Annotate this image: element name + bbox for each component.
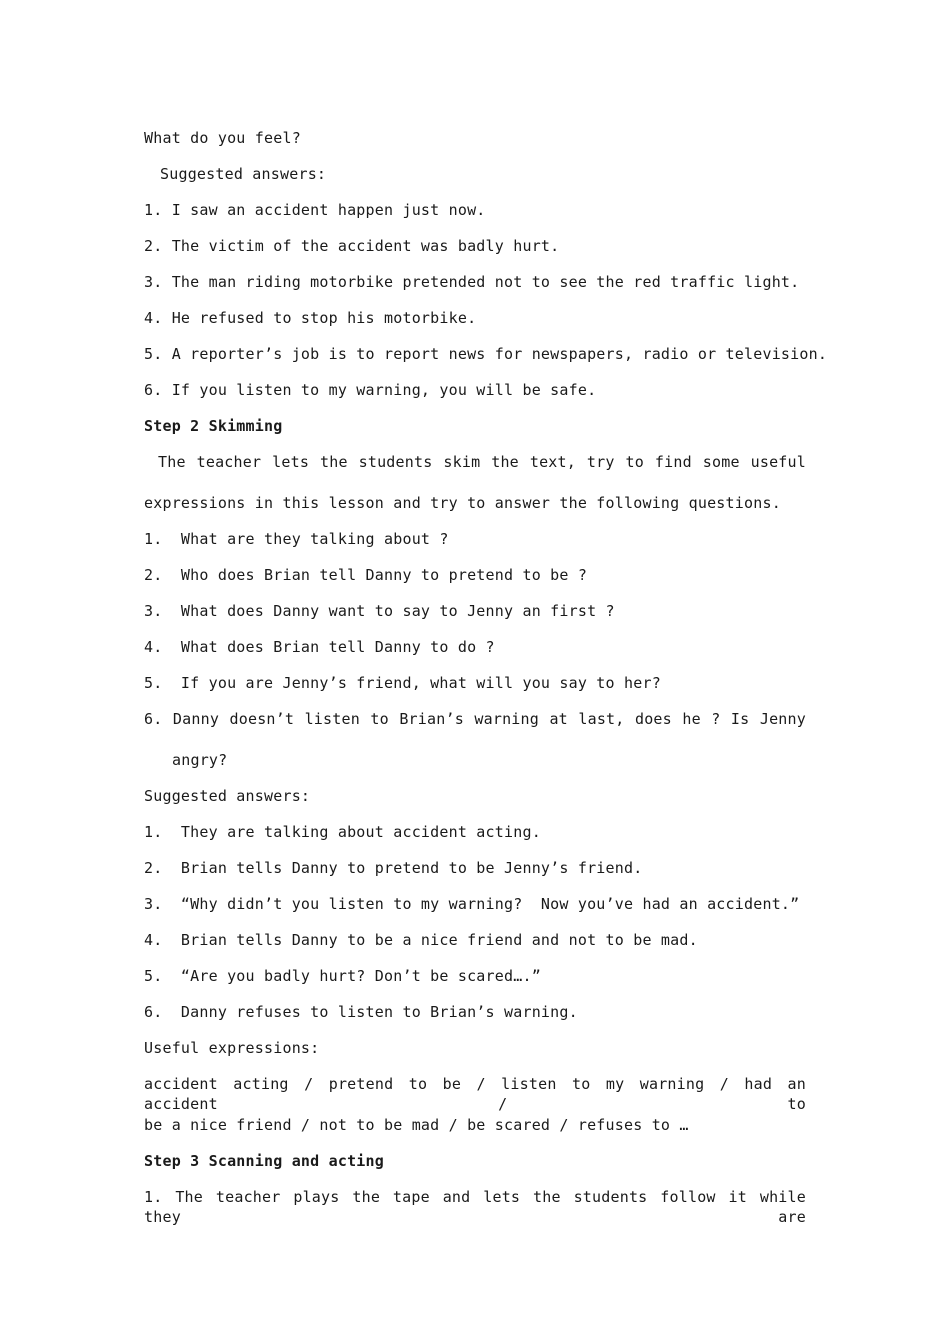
intro-question: What do you feel?	[144, 129, 301, 147]
answer-item: 2. The victim of the accident was badly hurt.	[144, 237, 560, 255]
question-item: 4. What does Brian tell Danny to do ?	[144, 638, 495, 656]
answer-item: 5. A reporter’s job is to report news for newspapers, radio or television.	[144, 345, 828, 363]
answer-item: 6. If you listen to my warning, you will be safe.	[144, 381, 597, 399]
answer-item: 1. I saw an accident happen just now.	[144, 201, 486, 219]
suggested-answers-label: Suggested answers:	[144, 787, 311, 805]
answer-item: 2. Brian tells Danny to pretend to be Jenny’s friend.	[144, 859, 643, 877]
answer-item: 4. He refused to stop his motorbike.	[144, 309, 477, 327]
useful-expressions-line: be a nice friend / not to be mad / be scared / refuses to …	[144, 1116, 689, 1134]
step2-paragraph-line: The teacher lets the students skim the text, try to find some useful	[158, 453, 806, 471]
question-item: 6. Danny doesn’t listen to Brian’s warning at last, does he ? Is Jenny	[144, 710, 806, 728]
answer-item: 3. “Why didn’t you listen to my warning? Now you’ve had an accident.”	[144, 895, 800, 913]
step3-heading: Step 3 Scanning and acting	[144, 1152, 384, 1170]
useful-expressions-label: Useful expressions:	[144, 1039, 320, 1057]
answer-item: 3. The man riding motorbike pretended not to see the red traffic light.	[144, 273, 800, 291]
question-item: 1. What are they talking about ?	[144, 530, 449, 548]
answer-item: 1. They are talking about accident acting.	[144, 823, 541, 841]
question-item: 2. Who does Brian tell Danny to pretend to be ?	[144, 566, 588, 584]
question-item: 5. If you are Jenny’s friend, what will you say to her?	[144, 674, 661, 692]
step2-heading: Step 2 Skimming	[144, 417, 283, 435]
question-item: 3. What does Danny want to say to Jenny an first ?	[144, 602, 615, 620]
answer-item: 4. Brian tells Danny to be a nice friend and not to be mad.	[144, 931, 698, 949]
step3-line: 1. The teacher plays the tape and lets the students follow it while they are	[144, 1188, 806, 1226]
question-item-continuation: angry?	[172, 751, 228, 769]
step2-paragraph-line: expressions in this lesson and try to answer the following questions.	[144, 494, 781, 512]
answer-item: 6. Danny refuses to listen to Brian’s warning.	[144, 1003, 578, 1021]
suggested-answers-label: Suggested answers:	[160, 165, 327, 183]
answer-item: 5. “Are you badly hurt? Don’t be scared….”	[144, 967, 541, 985]
useful-expressions-line: accident acting / pretend to be / listen to my warning / had an accident / to	[144, 1075, 806, 1113]
